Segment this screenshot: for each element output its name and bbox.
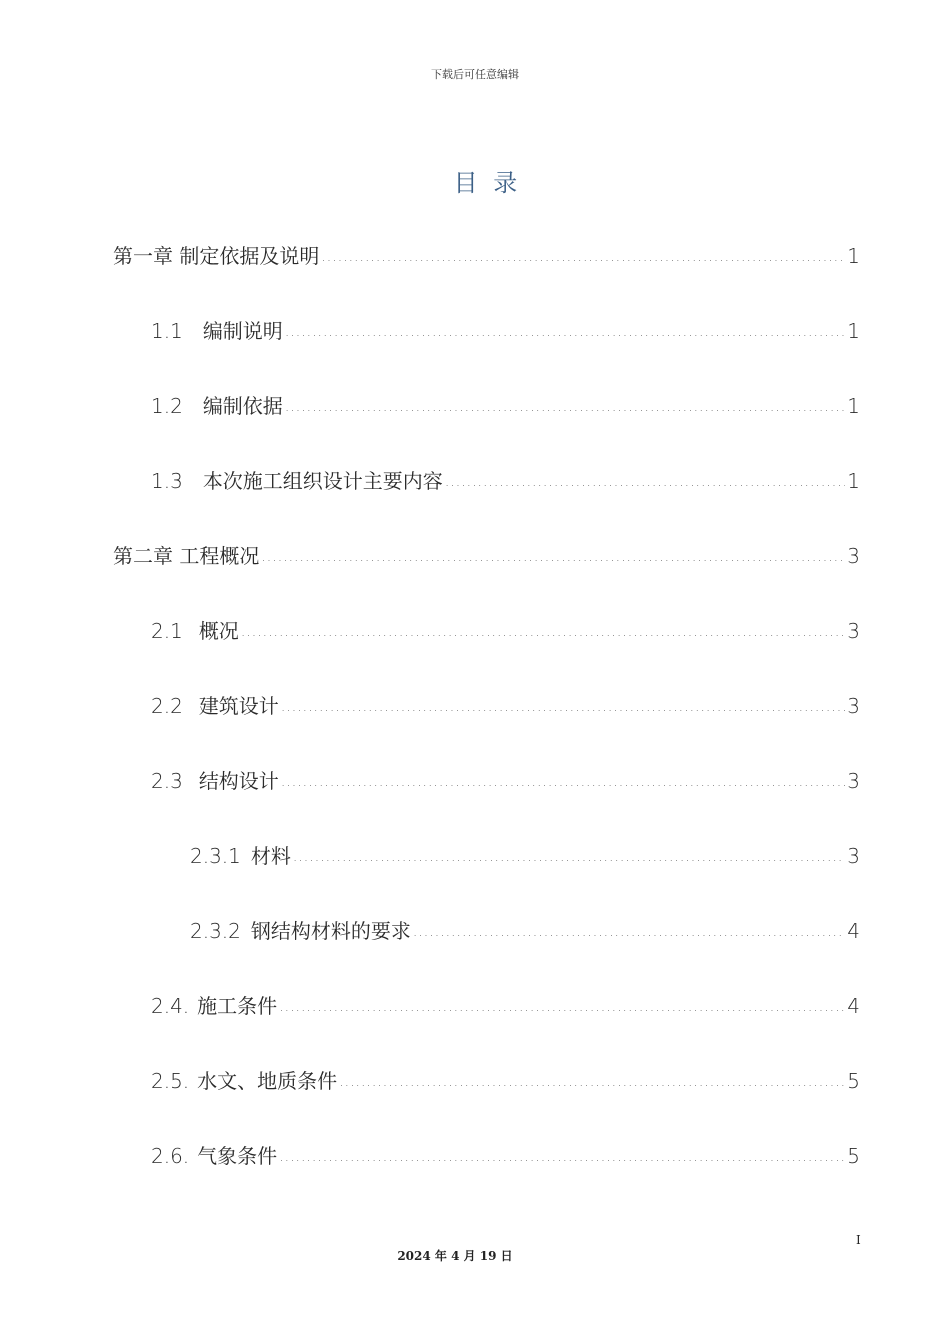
toc-entry-number: 2.6. (151, 1144, 190, 1168)
toc-entry-number: 2.3.2 (190, 919, 241, 943)
toc-entry-chapter-2[interactable] (113, 540, 860, 570)
toc-entry-page: 1 (847, 244, 860, 268)
toc-entry-1-1[interactable] (151, 315, 860, 345)
toc-entry-label: 气象条件 (197, 1144, 278, 1168)
toc-entry-chapter-1[interactable] (113, 240, 860, 270)
toc-entry-leader (281, 693, 845, 713)
toc-entry-label: 材料 (250, 844, 291, 868)
toc-entry-page: 3 (847, 844, 860, 868)
toc-entry-page: 3 (847, 619, 860, 643)
toc-entry-number: 2.3.1 (190, 844, 241, 868)
toc-entry-number: 1.3 (151, 469, 183, 493)
toc-entry-page: 4 (847, 919, 860, 943)
toc-entry-2-2[interactable] (151, 690, 860, 720)
header-note: 下载后可任意编辑 (431, 68, 519, 81)
toc-entry-label: 概况 (198, 619, 239, 643)
toc-entry-page: 3 (847, 769, 860, 793)
toc-entry-label: 结构设计 (198, 769, 279, 793)
toc-entry-page: 5 (847, 1069, 860, 1093)
toc-entry-1-3[interactable] (151, 465, 860, 495)
toc-entry-page: 1 (847, 469, 860, 493)
toc-entry-label: 编制说明 (202, 319, 283, 343)
page-number: I (856, 1233, 861, 1247)
toc-entry-leader (279, 1143, 845, 1163)
toc-entry-number: 2.5. (151, 1069, 190, 1093)
toc-entry-label: 建筑设计 (198, 694, 279, 718)
toc-entry-page: 1 (847, 394, 860, 418)
toc-entry-2-1[interactable] (151, 615, 860, 645)
toc-entry-label: 水文、地质条件 (197, 1069, 338, 1093)
toc-entry-page: 4 (847, 994, 860, 1018)
toc-entry-leader (285, 318, 845, 338)
toc-entry-number: 2.2 (151, 694, 183, 718)
toc-entry-number: 2.1 (151, 619, 183, 643)
toc-entry-1-2[interactable] (151, 390, 860, 420)
toc-entry-2-4[interactable] (151, 990, 860, 1020)
toc-entry-leader (279, 993, 845, 1013)
toc-entry-leader (241, 618, 845, 638)
toc-entry-number: 2.4. (151, 994, 190, 1018)
toc-entry-number: 2.3 (151, 769, 183, 793)
toc-entry-page: 3 (847, 694, 860, 718)
toc-entry-number: 1.1 (151, 319, 183, 343)
toc-entry-leader (445, 468, 845, 488)
toc-entry-leader (413, 918, 845, 938)
toc-entry-page: 1 (847, 319, 860, 343)
toc-entry-page: 3 (847, 544, 860, 568)
toc-entry-leader (321, 243, 845, 263)
toc-entry-number: 1.2 (151, 394, 183, 418)
toc-entry-leader (281, 768, 845, 788)
footer-date: 2024 年 4 月 19 日 (397, 1249, 513, 1263)
toc-entry-leader (261, 543, 845, 563)
toc-entry-2-3-2[interactable] (190, 915, 860, 945)
toc-entry-2-3-1[interactable] (190, 840, 860, 870)
toc-entry-label: 钢结构材料的要求 (250, 919, 411, 943)
toc-entry-leader (285, 393, 845, 413)
toc-entry-label: 本次施工组织设计主要内容 (202, 469, 443, 493)
toc-entry-page: 5 (847, 1144, 860, 1168)
toc-entry-label: 第一章 制定依据及说明 (113, 244, 320, 268)
toc-entry-leader (293, 843, 845, 863)
toc-entry-label: 编制依据 (202, 394, 283, 418)
toc-entry-label: 施工条件 (197, 994, 278, 1018)
toc-entry-2-5[interactable] (151, 1065, 860, 1095)
toc-entry-label: 第二章 工程概况 (113, 544, 260, 568)
toc-title: 目 录 (453, 169, 522, 197)
toc-entry-2-3[interactable] (151, 765, 860, 795)
toc-entry-2-6[interactable] (151, 1140, 860, 1170)
toc-entry-leader (339, 1068, 845, 1088)
